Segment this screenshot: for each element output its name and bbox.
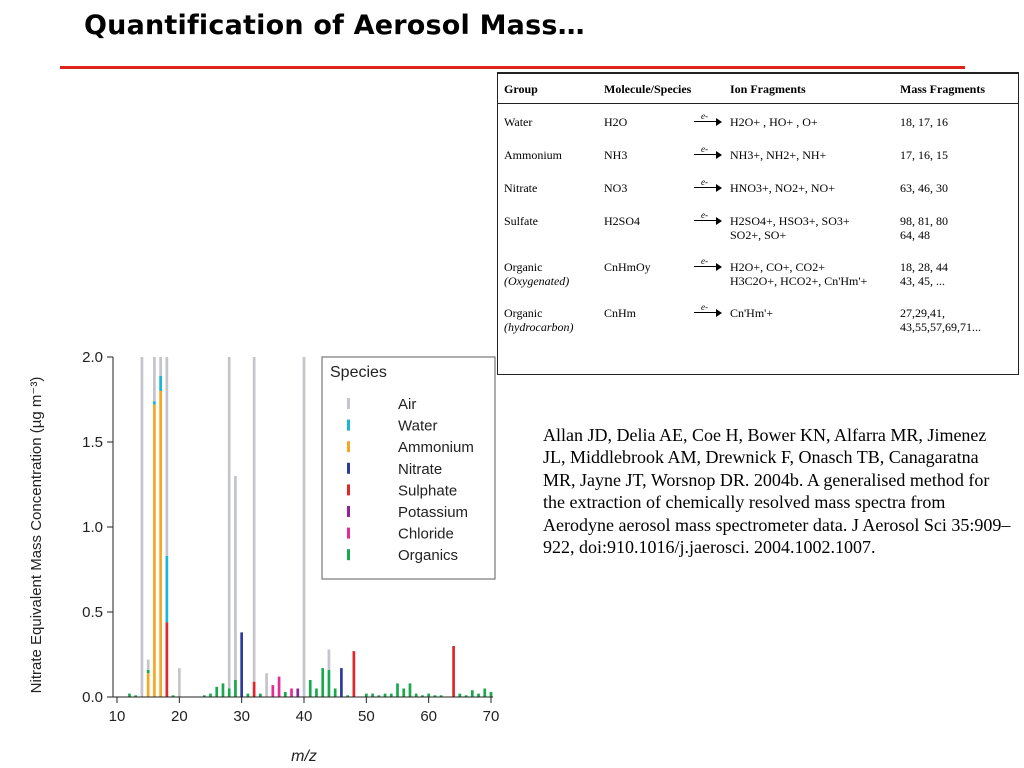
mass-fragments-cell	[900, 249, 1018, 295]
table-header-row	[498, 74, 1018, 104]
bar-mz67-organics	[471, 690, 474, 697]
electron-label: e-	[701, 210, 708, 220]
bar-mz44-organics	[328, 670, 331, 697]
x-tick-label: 20	[170, 708, 188, 725]
header-group: Group	[498, 74, 604, 104]
electron-label: e-	[701, 111, 708, 121]
arrow-line	[694, 312, 718, 313]
group-cell	[498, 170, 604, 203]
bar-mz46-nitrate	[340, 668, 343, 697]
mass-fragments-cell	[900, 104, 1018, 138]
header-spacer	[694, 74, 730, 104]
legend-swatch-nitrate	[347, 463, 350, 474]
x-tick-label: 10	[108, 708, 126, 725]
arrow-head	[716, 184, 722, 192]
group-label: (hydrocarbon)	[504, 320, 574, 334]
ion-fragments-cell	[730, 249, 900, 295]
mass-fragment-line: 18, 17, 16	[900, 115, 948, 129]
y-axis-label: Nitrate Equivalent Mass Concentration (µg m⁻³)	[28, 376, 45, 694]
bar-mz29-organics	[234, 680, 237, 697]
arrow-cell	[694, 104, 730, 138]
x-tick-label: 50	[357, 708, 375, 725]
arrow-cell	[694, 295, 730, 341]
bar-mz28-organics	[228, 689, 231, 698]
mass-spectrum-chart	[0, 320, 510, 768]
table-row	[498, 203, 1018, 249]
mass-fragment-line: 63, 46, 30	[900, 181, 948, 195]
mass-fragment-line: 17, 16, 15	[900, 148, 948, 162]
bar-mz17-air	[159, 357, 162, 376]
bar-mz33-organics	[259, 694, 262, 697]
bar-mz38-chloride	[290, 689, 293, 698]
legend-swatch-air	[347, 398, 350, 409]
ion-fragment-line: H2SO4+, HSO3+, SO3+	[730, 214, 850, 228]
legend-label-air: Air	[398, 396, 417, 413]
bar-mz32-sulphate	[253, 682, 256, 697]
electron-arrow-icon	[694, 144, 722, 160]
bar-mz16-water	[153, 401, 156, 404]
electron-label: e-	[701, 302, 708, 312]
bar-mz56-organics	[402, 689, 405, 698]
ion-fragment-table	[497, 72, 1019, 375]
bar-mz42-organics	[315, 689, 318, 698]
molecule-cell: CnHmOy	[604, 260, 651, 274]
y-tick-label: 0.0	[82, 689, 103, 706]
y-tick-label: 0.5	[82, 604, 103, 621]
legend-swatch-organics	[347, 549, 350, 560]
bar-mz40-air	[303, 357, 306, 697]
group-label: (Oxygenated)	[504, 274, 570, 288]
arrow-cell	[694, 137, 730, 170]
table-row	[498, 170, 1018, 203]
legend-label-nitrate: Nitrate	[398, 460, 443, 478]
ion-fragment-line: Cn'Hm'+	[730, 306, 774, 320]
mass-fragment-line: 43,55,57,69,71...	[900, 320, 981, 334]
ion-fragment-line: H2O+, CO+, CO2+	[730, 260, 825, 274]
electron-arrow-icon	[694, 302, 722, 318]
ion-fragment-line: H2O+ , HO+ , O+	[730, 115, 818, 129]
mass-fragment-line: 27,29,41,	[900, 306, 945, 320]
arrow-head	[716, 263, 722, 271]
legend-swatch-water	[347, 420, 350, 431]
slide-title: Quantification of Aerosol Mass…	[84, 10, 585, 41]
ion-fragments-cell	[730, 295, 900, 341]
mass-fragment-line: 43, 45, ...	[900, 274, 945, 288]
group-label: Nitrate	[504, 181, 538, 195]
table-row	[498, 249, 1018, 295]
bar-mz28-air	[228, 357, 231, 689]
bar-mz58-organics	[415, 694, 418, 697]
group-label: Water	[504, 115, 533, 129]
molecule-cell: NO3	[604, 181, 628, 195]
ion-fragment-line: HNO3+, NO2+, NO+	[730, 181, 835, 195]
bar-mz27-organics	[222, 683, 225, 697]
bar-mz60-organics	[427, 694, 430, 697]
table-row	[498, 295, 1018, 341]
arrow-line	[694, 187, 718, 188]
bar-mz37-organics	[284, 692, 287, 697]
group-label: Sulfate	[504, 214, 538, 228]
electron-label: e-	[701, 256, 708, 266]
arrow-head	[716, 151, 722, 159]
citation: Allan JD, Delia AE, Coe H, Bower KN, Alfarra MR, Jimenez JL, Middlebrook AM, Drewnick F, Onasch TB, Canagaratna MR, Jayne JT, Worsnop DR. 2004b. A generalised method for the extraction of chemically resolved mass spectra from Aerodyne aerosol mass spectrometer data. J Aerosol Sci 35:909–922, doi:910.1016/j.jaerosci. 2004.1002.1007.	[543, 425, 1011, 558]
bar-mz12-organics	[128, 694, 131, 697]
x-tick-label: 60	[420, 708, 438, 725]
legend-label-ammonium: Ammonium	[398, 439, 474, 457]
bar-mz18-air	[166, 357, 169, 556]
arrow-cell	[694, 249, 730, 295]
header-molecule: Molecule/Species	[604, 74, 694, 104]
ion-fragments-cell	[730, 137, 900, 170]
mass-fragments-cell	[900, 203, 1018, 249]
table-body	[498, 104, 1018, 342]
legend-swatch-sulphate	[347, 484, 350, 495]
bar-mz17-ammonium	[159, 391, 162, 697]
arrow-line	[694, 154, 718, 155]
bar-mz54-organics	[390, 694, 393, 697]
mass-fragments-cell	[900, 295, 1018, 341]
molecule-cell: H2SO4	[604, 214, 641, 228]
bar-mz45-organics	[334, 689, 337, 698]
bar-mz16-air	[153, 357, 156, 401]
bar-mz53-organics	[384, 694, 387, 697]
y-tick-label: 1.5	[82, 434, 103, 451]
group-label: Organic	[504, 306, 543, 320]
plot-area	[28, 349, 499, 765]
legend-swatch-potassium	[347, 506, 350, 517]
bar-mz34-air	[265, 673, 268, 697]
molecule-cell: NH3	[604, 148, 628, 162]
header-ion-fragments: Ion Fragments	[730, 74, 900, 104]
electron-arrow-icon	[694, 210, 722, 226]
table-row	[498, 104, 1018, 138]
bar-mz69-organics	[483, 689, 486, 698]
bar-mz16-ammonium	[153, 405, 156, 697]
arrow-line	[694, 121, 718, 122]
group-cell	[498, 137, 604, 170]
electron-label: e-	[701, 177, 708, 187]
electron-label: e-	[701, 144, 708, 154]
bar-mz18-sulphate	[166, 622, 169, 697]
title-underline	[60, 66, 965, 69]
bar-mz26-organics	[215, 687, 218, 697]
bar-mz14-air	[141, 357, 144, 697]
y-tick-label: 1.0	[82, 519, 103, 536]
bar-mz51-organics	[371, 694, 374, 697]
mass-fragment-line: 98, 81, 80	[900, 214, 948, 228]
legend-label-potassium: Potassium	[398, 504, 469, 521]
legend-label-chloride: Chloride	[398, 525, 454, 543]
mass-fragments-cell	[900, 170, 1018, 203]
bar-mz31-organics	[247, 694, 250, 697]
ion-fragments-cell	[730, 203, 900, 249]
group-cell	[498, 249, 604, 295]
bar-mz15-air	[147, 660, 150, 670]
mass-fragment-line: 18, 28, 44	[900, 260, 948, 274]
bar-mz65-organics	[458, 694, 461, 697]
bar-mz50-organics	[365, 694, 368, 697]
bar-mz68-organics	[477, 694, 480, 697]
y-tick-label: 2.0	[82, 349, 103, 366]
bar-mz17-water	[159, 376, 162, 391]
x-axis-label: m/z	[291, 748, 317, 765]
arrow-cell	[694, 203, 730, 249]
legend-swatch-chloride	[347, 528, 350, 539]
bar-mz35-chloride	[271, 685, 274, 697]
bar-mz41-organics	[309, 680, 312, 697]
legend-title: Species	[330, 364, 387, 381]
bar-mz25-organics	[209, 694, 212, 697]
arrow-head	[716, 309, 722, 317]
mass-fragments-cell	[900, 137, 1018, 170]
bar-mz55-organics	[396, 683, 399, 697]
bar-mz48-sulphate	[353, 651, 356, 697]
bar-mz36-chloride	[278, 677, 281, 697]
electron-arrow-icon	[694, 256, 722, 272]
bar-mz64-sulphate	[452, 646, 455, 697]
bar-mz18-water	[166, 556, 169, 622]
x-tick-label: 70	[482, 708, 500, 725]
bar-mz20-air	[178, 668, 181, 697]
legend-label-sulphate: Sulphate	[398, 482, 458, 500]
bar-mz70-organics	[490, 692, 493, 697]
table-row	[498, 137, 1018, 170]
ion-fragment-line: SO2+, SO+	[730, 228, 787, 242]
bar-mz30-nitrate	[240, 632, 243, 697]
legend-label-organics: Organics	[398, 547, 459, 565]
arrow-line	[694, 220, 718, 221]
group-label: Organic	[504, 260, 543, 274]
ion-fragment-line: NH3+, NH2+, NH+	[730, 148, 827, 162]
molecule-cell: H2O	[604, 115, 628, 129]
molecule-cell: CnHm	[604, 306, 637, 320]
arrow-head	[716, 217, 722, 225]
ion-table	[498, 73, 1018, 341]
electron-arrow-icon	[694, 111, 722, 127]
mass-fragment-line: 64, 48	[900, 228, 930, 242]
group-label: Ammonium	[504, 148, 563, 162]
bar-mz43-organics	[321, 668, 324, 697]
ion-fragment-line: H3C2O+, HCO2+, Cn'Hm'+	[730, 274, 868, 288]
header-mass-fragments: Mass Fragments	[900, 74, 1018, 104]
arrow-line	[694, 266, 718, 267]
x-tick-label: 40	[295, 708, 313, 725]
bar-mz32-air	[253, 357, 256, 682]
bar-mz15-organics	[147, 670, 150, 673]
legend-swatch-ammonium	[347, 441, 350, 452]
bar-mz39-potassium	[296, 689, 299, 698]
bar-mz29-air	[234, 476, 237, 680]
legend-label-water: Water	[398, 417, 438, 435]
electron-arrow-icon	[694, 177, 722, 193]
ion-fragments-cell	[730, 104, 900, 138]
ion-fragments-cell	[730, 170, 900, 203]
x-tick-label: 30	[233, 708, 251, 725]
group-cell	[498, 104, 604, 138]
group-cell	[498, 203, 604, 249]
group-cell	[498, 295, 604, 341]
bar-mz15-ammonium	[147, 673, 150, 697]
bar-mz57-organics	[409, 683, 412, 697]
arrow-cell	[694, 170, 730, 203]
bar-mz44-air	[328, 649, 331, 669]
arrow-head	[716, 118, 722, 126]
